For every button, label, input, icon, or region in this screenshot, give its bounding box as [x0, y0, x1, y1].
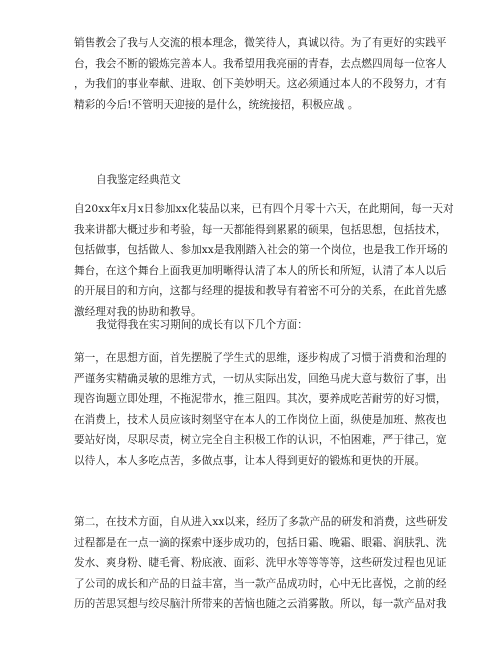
text-line: 销售教会了我与人交流的根本理念，微笑待人，真诚以待。为了有更好的实践平	[74, 37, 447, 49]
text-line: 激经理对我的协助和教导。	[74, 305, 202, 318]
text-line: 台，我会不断的锻炼完善本人。我希望用我亮丽的青春，去点燃四周每一位客人	[74, 57, 447, 70]
text-line: 舞台，在这个舞台上面我更加明晰得认清了本人的所长和所短，认清了本人以后	[74, 264, 447, 277]
text-line: 现咨询题立即处理，不拖泥带水，推三阻四。其次，要养成吃苦耐劳的好习惯，	[74, 393, 447, 405]
growth-intro-line: 我觉得我在实习期间的成长有以下几个方面：	[96, 319, 308, 331]
text-line: 精彩的今后!不管明天迎接的是什么，统统接招，积极应战 。	[74, 98, 359, 111]
text-line: 包括做事，包括做人、参加xx是我刚踏入社会的第一个岗位，也是我工作开场的	[74, 244, 448, 256]
text-line: 第一，在思想方面，首先摆脱了学生式的思维，逐步构成了习惯于消费和治理的	[74, 352, 447, 364]
text-line: 要站好岗，尽职尽责，树立完全自主积极工作的认识，不怕困难，严于律己，宽	[74, 434, 447, 446]
text-line: 发水、爽身粉、睫毛膏、粉底液、面彩、洗甲水等等等等，这些研发过程也见证	[74, 557, 447, 569]
paragraph-sales-intro	[74, 33, 447, 115]
text-line: 了公司的成长和产品的日益丰富，当一款产品成功时，心中无比喜悦，之前的经	[74, 577, 447, 590]
text-line: 严谨务实精确灵敏的思维方式，一切从实际出发，回绝马虎大意与数衍了事，出	[74, 372, 447, 385]
paragraph-self-assessment	[74, 199, 454, 322]
paragraph-technique	[74, 512, 448, 615]
text-line: 第二，在技术方面，自从进入xx以来，经历了多款产品的研发和消费，这些研发	[74, 516, 448, 528]
text-line: 在消费上，技术人员应该时刻坚守在本人的工作岗位上面，纵使是加班、熬夜也	[74, 413, 447, 426]
paragraph-thinking	[74, 348, 447, 471]
text-line: 历的苦思冥想与绞尽脑汁所带来的苦恼也随之云消雾散。所以，每一款产品对我	[74, 598, 447, 610]
text-line: 我来讲都大概过步和考验，每一天都能得到累累的硕果，包括思想，包括技术，	[74, 223, 447, 236]
section-heading: 自我鉴定经典范文	[96, 174, 181, 186]
text-line: 以待人，本人多吃点苦，多做点事，让本人得到更好的锻炼和更快的开展。	[74, 454, 426, 467]
text-line: 过程都是在一点一滴的探索中逐步成功的，包括日霜、晚霜、眼霜、润肤乳、洗	[74, 536, 447, 549]
text-line: ，为我们的事业奉献、进取、创下美妙明天。这必须通过本人的不段努力，才有	[74, 78, 447, 90]
text-line: 的开展目的和方向，这都与经理的提拔和教导有着密不可分的关系，在此首先感	[74, 285, 447, 297]
text-line: 自20xx年x月x日参加xx化装品以来，已有四个月零十六天，在此期间，每一天对	[74, 203, 454, 215]
